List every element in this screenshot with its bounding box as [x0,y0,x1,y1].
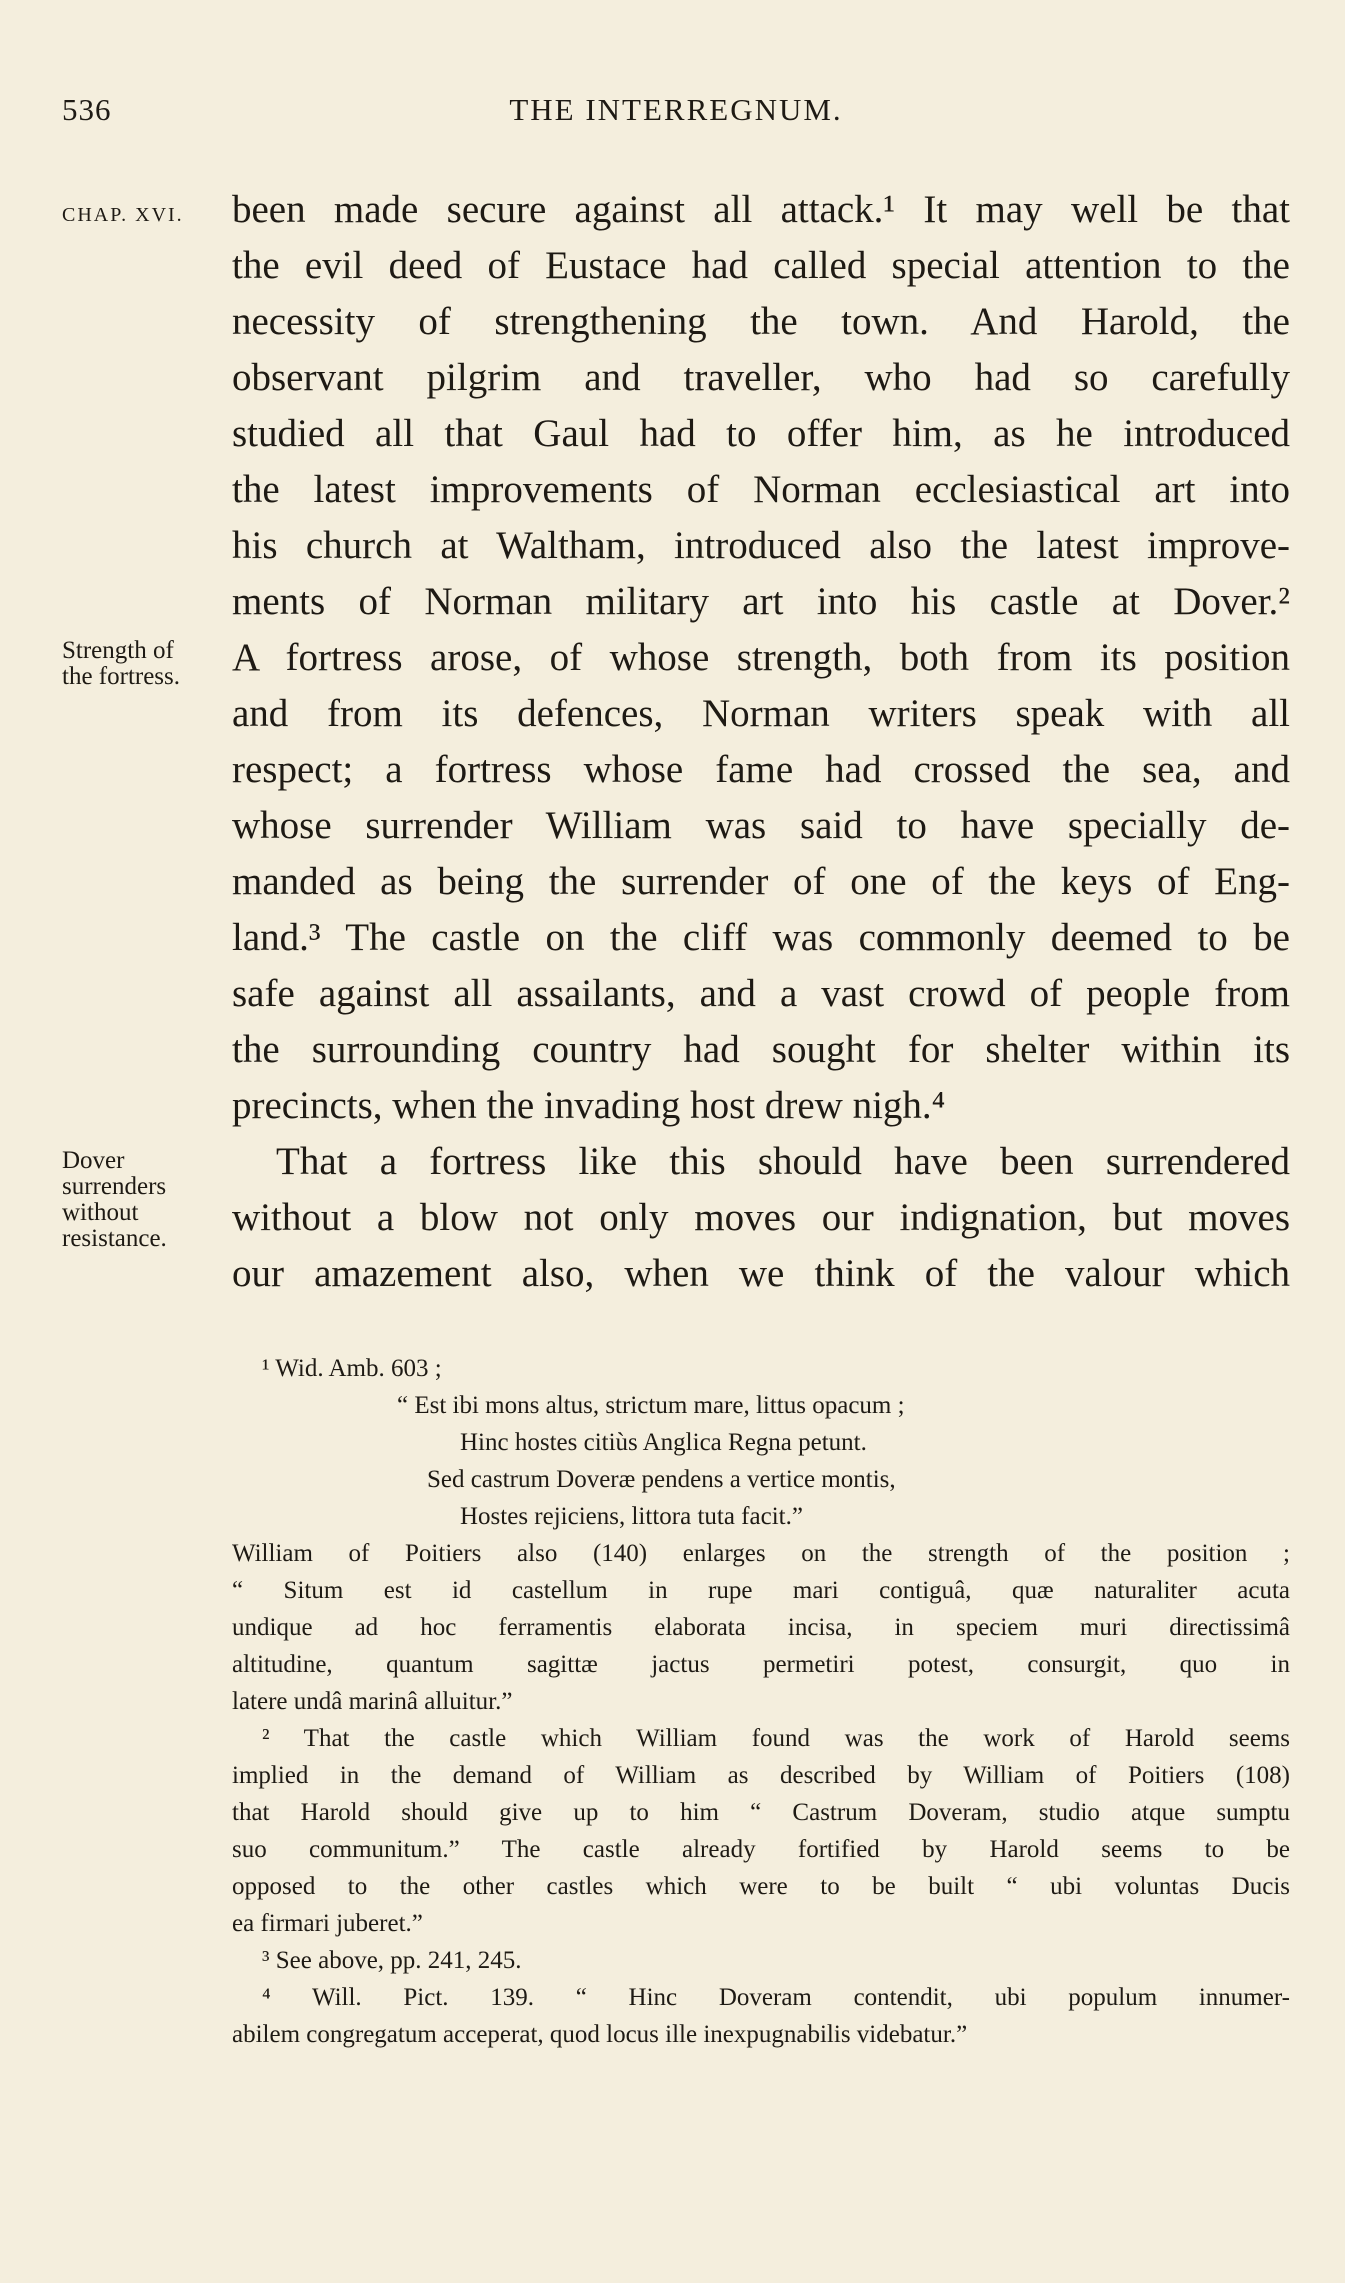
body-line: ments of Norman military art into his castle at Dover.² [232,580,1290,623]
footnote-2-line: ea firmari juberet.” [232,1910,423,1937]
chapter-sidenote: CHAP. XVI. [62,204,184,226]
body-line: our amazement also, when we think of the valour which [232,1252,1290,1295]
footnotes [232,1350,1290,2053]
footnote-2-line: opposed to the other castles which were to be built “ ubi voluntas Ducis [232,1873,1290,1900]
footnote-line: latere undâ marinâ alluitur.” [232,1688,513,1715]
body-line: the evil deed of Eustace had called special attention to the [232,244,1290,287]
body-line: manded as being the surrender of one of the keys of Eng- [232,860,1290,903]
verse-line: Hinc hostes citiùs Anglica Regna petunt. [460,1429,867,1456]
sidenote-line: Strength of [62,637,174,664]
verse-line: “ Est ibi mons altus, strictum mare, littus opacum ; [397,1392,905,1419]
body-text [232,182,1290,1302]
footnote-line: altitudine, quantum sagittæ jactus permetiri potest, consurgit, quo in [232,1651,1290,1678]
sidenote-strength [62,638,232,690]
body-line: and from its defences, Norman writers speak with all [232,692,1290,735]
sidenote-dover [62,1148,222,1252]
footnote-4-line: ⁴ Will. Pict. 139. “ Hinc Doveram contendit, ubi populum innumer- [262,1984,1290,2011]
footnote-2-line: that Harold should give up to him “ Castrum Doveram, studio atque sumptu [232,1799,1290,1826]
body-line: safe against all assailants, and a vast crowd of people from [232,972,1290,1015]
verse-line: Sed castrum Doveræ pendens a vertice montis, [427,1466,896,1493]
body-line: his church at Waltham, introduced also the latest improve- [232,524,1290,567]
sidenote-line: without [62,1199,139,1226]
sidenote-line: surrenders [62,1173,167,1200]
footnote-2-line: ² That the castle which William found was the work of Harold seems [262,1725,1290,1752]
body-line: That a fortress like this should have been surrendered [276,1140,1290,1183]
page-header [62,92,1290,142]
footnote-4-line: abilem congregatum acceperat, quod locus ille inexpugnabilis videbatur.” [232,2021,968,2048]
footnote-1-intro: ¹ Wid. Amb. 603 ; [262,1355,442,1382]
sidenote-line: Dover [62,1147,125,1174]
footnote-3: ³ See above, pp. 241, 245. [262,1947,522,1974]
body-line: A fortress arose, of whose strength, both from its position [232,636,1290,679]
footnote-2-line: implied in the demand of William as described by William of Poitiers (108) [232,1762,1290,1789]
footnote-line: William of Poitiers also (140) enlarges on the strength of the position ; [232,1540,1290,1567]
footnote-2-line: suo communitum.” The castle already fortified by Harold seems to be [232,1836,1290,1863]
page-number: 536 [62,92,112,127]
body-line: studied all that Gaul had to offer him, as he introduced [232,412,1290,455]
body-line: been made secure against all attack.¹ It may well be that [232,188,1290,231]
sidenote-line: the fortress. [62,663,181,690]
footnote-line: undique ad hoc ferramentis elaborata incisa, in speciem muri directissimâ [232,1614,1290,1641]
footnote-line: “ Situm est id castellum in rupe mari contiguâ, quæ naturaliter acuta [232,1577,1290,1604]
body-line: respect; a fortress whose fame had crossed the sea, and [232,748,1290,791]
body-line: the latest improvements of Norman ecclesiastical art into [232,468,1290,511]
body-line: land.³ The castle on the cliff was commonly deemed to be [232,916,1290,959]
body-line: observant pilgrim and traveller, who had so carefully [232,356,1290,399]
body-line: the surrounding country had sought for shelter within its [232,1028,1290,1071]
body-line: whose surrender William was said to have specially de- [232,804,1290,847]
running-title: THE INTERREGNUM. [509,92,843,127]
body-line: necessity of strengthening the town. And Harold, the [232,300,1290,343]
sidenote-line: resistance. [62,1225,167,1252]
body-line: without a blow not only moves our indignation, but moves [232,1196,1290,1239]
verse-line: Hostes rejiciens, littora tuta facit.” [460,1503,803,1530]
body-line: precincts, when the invading host drew nigh.⁴ [232,1084,946,1127]
